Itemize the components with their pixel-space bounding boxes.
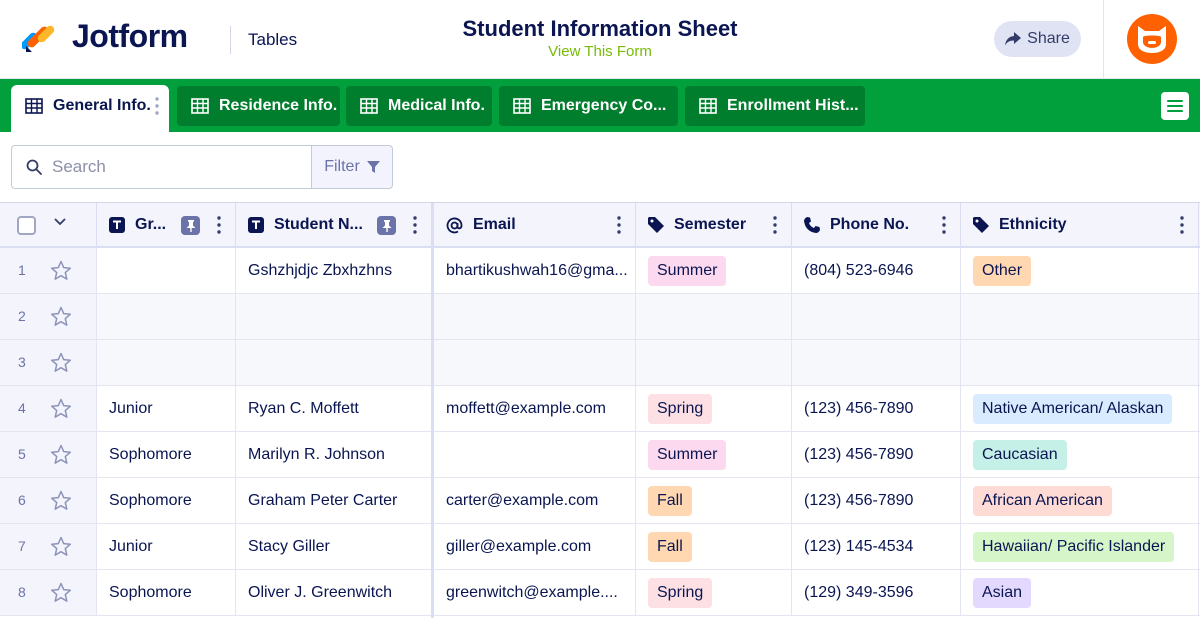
tag-pill: African American xyxy=(973,486,1112,516)
cell-text: (804) 523-6946 xyxy=(804,261,914,279)
cell-text: Gshzhjdjc Zbxhzhns xyxy=(248,261,393,279)
cell-semester[interactable] xyxy=(636,340,792,385)
app-header xyxy=(0,0,1200,79)
pin-icon[interactable] xyxy=(377,216,396,235)
row-number-cell[interactable] xyxy=(0,570,97,615)
select-all-checkbox[interactable] xyxy=(17,216,36,235)
cell-text: Junior xyxy=(109,399,153,417)
cell-grade[interactable] xyxy=(97,524,236,569)
podo-avatar-icon xyxy=(1135,24,1169,54)
cell-phone[interactable] xyxy=(792,294,961,339)
cell-email[interactable] xyxy=(434,478,636,523)
cell-student-name[interactable] xyxy=(236,340,432,385)
brand-name: Jotform xyxy=(72,18,188,54)
frozen-column-divider[interactable] xyxy=(431,203,434,618)
cell-text: Graham Peter Carter xyxy=(248,491,398,509)
cell-phone[interactable] xyxy=(792,386,961,431)
row-number: 8 xyxy=(18,584,26,600)
tag-pill: Summer xyxy=(648,256,726,286)
app-name[interactable]: Tables xyxy=(248,30,298,49)
column-label: Semester xyxy=(674,216,747,233)
table-tabs xyxy=(0,79,1200,132)
cell-email[interactable] xyxy=(434,432,636,477)
column-menu-icon[interactable] xyxy=(942,216,946,234)
jotform-logo[interactable] xyxy=(22,18,188,55)
share-arrow-icon xyxy=(1005,32,1021,46)
at-icon xyxy=(446,217,463,234)
header-divider xyxy=(230,26,231,54)
column-menu-icon[interactable] xyxy=(217,216,221,234)
tab-label: Enrollment Hist... xyxy=(727,97,859,114)
column-header-semester[interactable] xyxy=(636,203,792,247)
tag-pill: Asian xyxy=(973,578,1031,608)
table-row[interactable] xyxy=(0,432,1200,478)
cell-phone[interactable] xyxy=(792,248,961,293)
tab-enrollment-history[interactable] xyxy=(685,86,865,126)
tag-icon xyxy=(648,217,664,233)
row-number-cell[interactable] xyxy=(0,478,97,523)
cell-grade[interactable] xyxy=(97,386,236,431)
tab-menu-icon[interactable] xyxy=(155,97,159,115)
column-label: Email xyxy=(473,216,516,233)
cell-student-name[interactable] xyxy=(236,478,432,523)
cell-text: giller@example.com xyxy=(446,537,592,555)
column-label: Gr... xyxy=(135,216,167,233)
column-menu-icon[interactable] xyxy=(413,216,417,234)
cell-semester[interactable] xyxy=(636,570,792,615)
search-input[interactable] xyxy=(52,157,292,177)
tag-pill: Summer xyxy=(648,440,726,470)
cell-text: (123) 145-4534 xyxy=(804,537,914,555)
column-header-phone[interactable] xyxy=(792,203,961,247)
cell-text: (123) 456-7890 xyxy=(804,491,914,509)
cell-grade[interactable] xyxy=(97,248,236,293)
view-form-link[interactable]: View This Form xyxy=(548,43,652,60)
table-icon xyxy=(513,98,531,114)
column-header-email[interactable] xyxy=(434,203,636,247)
table-header xyxy=(0,203,1200,248)
cell-text: Oliver J. Greenwitch xyxy=(248,583,393,601)
data-table xyxy=(0,202,1200,617)
page-title: Student Information Sheet xyxy=(462,16,738,41)
tab-emergency-contact[interactable] xyxy=(499,86,678,126)
cell-text: carter@example.com xyxy=(446,491,599,509)
tag-icon xyxy=(973,217,989,233)
cell-text: Ryan C. Moffett xyxy=(248,399,359,417)
row-number: 4 xyxy=(18,400,26,416)
table-icon xyxy=(699,98,717,114)
cell-email[interactable] xyxy=(434,248,636,293)
tab-general-info[interactable] xyxy=(11,85,169,132)
column-menu-icon[interactable] xyxy=(1180,216,1184,234)
column-menu-icon[interactable] xyxy=(617,216,621,234)
cell-text: Sophomore xyxy=(109,491,192,509)
tag-pill: Fall xyxy=(648,532,692,562)
cell-student-name[interactable] xyxy=(236,524,432,569)
tag-pill: Native American/ Alaskan xyxy=(973,394,1172,424)
cell-text: Junior xyxy=(109,537,153,555)
cell-email[interactable] xyxy=(434,570,636,615)
share-button[interactable] xyxy=(994,21,1081,57)
cell-grade[interactable] xyxy=(97,340,236,385)
tag-pill: Fall xyxy=(648,486,692,516)
cell-text: (129) 349-3596 xyxy=(804,583,914,601)
cell-semester[interactable] xyxy=(636,294,792,339)
cell-phone[interactable] xyxy=(792,478,961,523)
filter-button[interactable] xyxy=(311,145,393,189)
cell-semester[interactable] xyxy=(636,524,792,569)
cell-text: (123) 456-7890 xyxy=(804,399,914,417)
column-label: Phone No. xyxy=(830,216,910,233)
table-row[interactable] xyxy=(0,386,1200,432)
table-row[interactable] xyxy=(0,340,1200,386)
column-label: Student N... xyxy=(274,216,363,233)
cell-student-name[interactable] xyxy=(236,386,432,431)
cell-student-name[interactable] xyxy=(236,248,432,293)
column-label: Ethnicity xyxy=(999,216,1067,233)
column-menu-icon[interactable] xyxy=(773,216,777,234)
cell-grade[interactable] xyxy=(97,294,236,339)
column-header-grade[interactable] xyxy=(97,203,236,247)
cell-ethnicity[interactable] xyxy=(961,524,1199,569)
cell-text: greenwitch@example.... xyxy=(446,583,618,601)
tab-label: Medical Info. xyxy=(388,97,485,114)
star-icon[interactable] xyxy=(50,536,72,562)
star-icon[interactable] xyxy=(50,352,72,378)
cell-phone[interactable] xyxy=(792,570,961,615)
tab-label: Residence Info. xyxy=(219,97,338,114)
cell-ethnicity[interactable] xyxy=(961,386,1199,431)
star-icon[interactable] xyxy=(50,444,72,470)
cell-grade[interactable] xyxy=(97,478,236,523)
tag-pill: Hawaiian/ Pacific Islander xyxy=(973,532,1174,562)
star-icon[interactable] xyxy=(50,398,72,424)
tab-residence-info[interactable] xyxy=(177,86,340,126)
star-icon[interactable] xyxy=(50,306,72,332)
search-box xyxy=(11,145,312,189)
cell-ethnicity[interactable] xyxy=(961,248,1199,293)
cell-student-name[interactable] xyxy=(236,432,432,477)
cell-email[interactable] xyxy=(434,386,636,431)
tables-menu-button[interactable] xyxy=(1161,92,1189,120)
cell-phone[interactable] xyxy=(792,340,961,385)
share-label: Share xyxy=(1027,30,1070,47)
row-number: 1 xyxy=(18,262,26,278)
cell-phone[interactable] xyxy=(792,524,961,569)
cell-grade[interactable] xyxy=(97,570,236,615)
table-icon xyxy=(191,98,209,114)
pin-icon[interactable] xyxy=(181,216,200,235)
hamburger-icon xyxy=(1167,99,1183,113)
cell-text: Sophomore xyxy=(109,445,192,463)
text-icon xyxy=(109,217,125,233)
cell-phone[interactable] xyxy=(792,432,961,477)
cell-grade[interactable] xyxy=(97,432,236,477)
row-number: 2 xyxy=(18,308,26,324)
cell-text: (123) 456-7890 xyxy=(804,445,914,463)
cell-ethnicity[interactable] xyxy=(961,478,1199,523)
table-row[interactable] xyxy=(0,570,1200,616)
row-number: 3 xyxy=(18,354,26,370)
cell-semester[interactable] xyxy=(636,478,792,523)
row-number: 7 xyxy=(18,538,26,554)
text-icon xyxy=(248,217,264,233)
cell-text: Marilyn R. Johnson xyxy=(248,445,385,463)
table-icon xyxy=(360,98,378,114)
select-all-header xyxy=(0,203,97,247)
cell-semester[interactable] xyxy=(636,386,792,431)
cell-text: bhartikushwah16@gma... xyxy=(446,261,628,279)
table-row[interactable] xyxy=(0,524,1200,570)
star-icon[interactable] xyxy=(50,490,72,516)
header-divider-right xyxy=(1103,0,1104,79)
cell-semester[interactable] xyxy=(636,432,792,477)
cell-ethnicity[interactable] xyxy=(961,432,1199,477)
tag-pill: Spring xyxy=(648,394,712,424)
cell-student-name[interactable] xyxy=(236,294,432,339)
cell-email[interactable] xyxy=(434,340,636,385)
star-icon[interactable] xyxy=(50,260,72,286)
cell-text: Stacy Giller xyxy=(248,537,330,555)
tab-label: General Info. xyxy=(53,96,151,114)
tag-pill: Spring xyxy=(648,578,712,608)
phone-icon xyxy=(804,217,820,233)
cell-email[interactable] xyxy=(434,294,636,339)
table-row[interactable] xyxy=(0,248,1200,294)
row-number-cell[interactable] xyxy=(0,340,97,385)
cell-student-name[interactable] xyxy=(236,570,432,615)
chevron-down-icon[interactable] xyxy=(54,218,66,226)
tag-pill: Caucasian xyxy=(973,440,1067,470)
row-number: 6 xyxy=(18,492,26,508)
cell-semester[interactable] xyxy=(636,248,792,293)
column-header-ethnicity[interactable] xyxy=(961,203,1199,247)
filter-funnel-icon xyxy=(367,161,380,173)
user-avatar[interactable] xyxy=(1127,14,1177,64)
tag-pill: Other xyxy=(973,256,1031,286)
table-icon xyxy=(25,98,43,114)
filter-label: Filter xyxy=(324,158,360,175)
cell-ethnicity[interactable] xyxy=(961,340,1199,385)
cell-text: moffett@example.com xyxy=(446,399,607,417)
cell-text: Sophomore xyxy=(109,583,192,601)
jotform-logo-icon xyxy=(22,20,56,54)
column-header-student-name[interactable] xyxy=(236,203,432,247)
row-number: 5 xyxy=(18,446,26,462)
tab-label: Emergency Co... xyxy=(541,97,667,114)
row-number-cell[interactable] xyxy=(0,386,97,431)
cell-ethnicity[interactable] xyxy=(961,294,1199,339)
star-icon[interactable] xyxy=(50,582,72,608)
row-number-cell[interactable] xyxy=(0,432,97,477)
row-number-cell[interactable] xyxy=(0,248,97,293)
search-icon xyxy=(26,159,42,175)
cell-email[interactable] xyxy=(434,524,636,569)
table-row[interactable] xyxy=(0,478,1200,524)
row-number-cell[interactable] xyxy=(0,294,97,339)
row-number-cell[interactable] xyxy=(0,524,97,569)
tab-medical-info[interactable] xyxy=(346,86,492,126)
table-row[interactable] xyxy=(0,294,1200,340)
cell-ethnicity[interactable] xyxy=(961,570,1199,615)
